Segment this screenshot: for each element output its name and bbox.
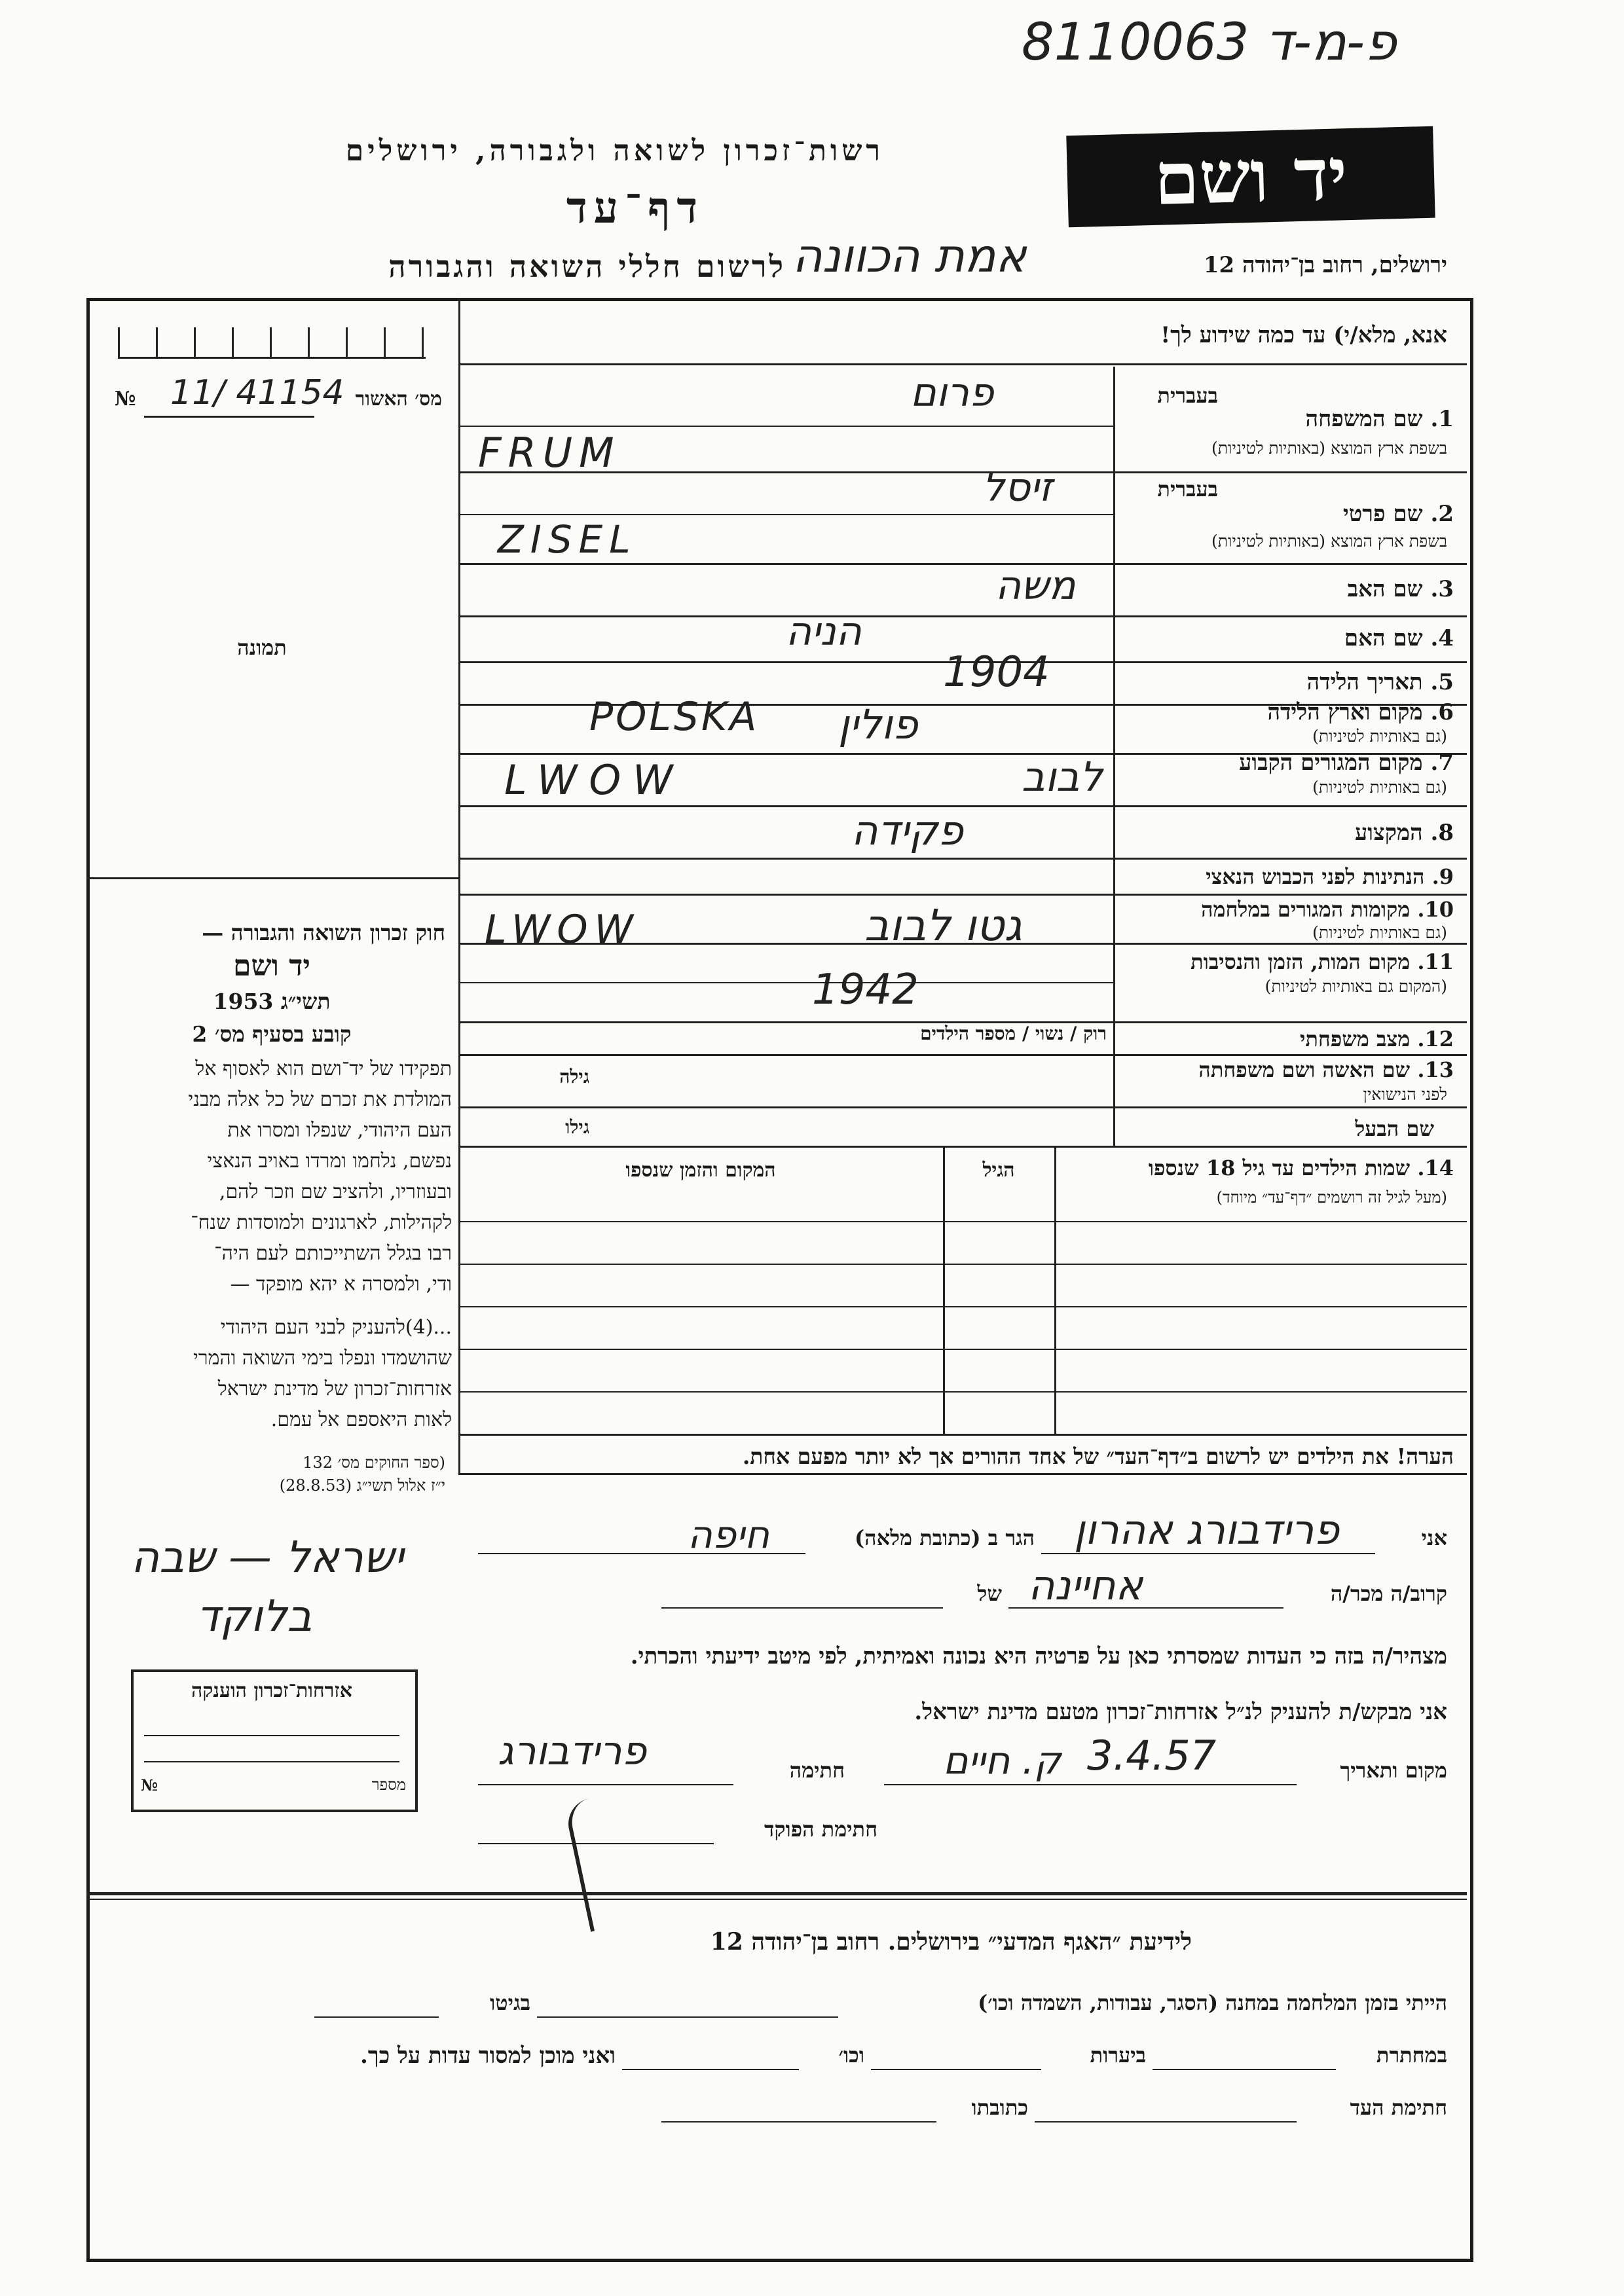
field-1-label — [1126, 406, 1454, 432]
death-place-hebrew: גטו לבוב — [864, 900, 1022, 951]
relation-label: קרוב/ה מכר/ה — [1330, 1581, 1447, 1606]
field-9-label-text: הנתינות לפני הכבוש הנאצי — [1206, 864, 1425, 889]
law-line: לאות היאספם אל עמם. — [270, 1408, 452, 1431]
footer-line — [1153, 2069, 1336, 2070]
children-label-text: שמות הילדים עד גיל 18 שנספו — [1148, 1156, 1411, 1180]
logo-text: יד ושם — [1153, 132, 1348, 221]
field-6-number: 6. — [1430, 699, 1454, 725]
law-line: תפקידו של יד־ושם הוא לאסוף אל — [195, 1057, 452, 1080]
children-col-divider — [1054, 1146, 1056, 1434]
field-4-number: 4. — [1430, 625, 1454, 651]
footer-ghetto-label: בגיטו — [490, 1990, 530, 2015]
row-rule — [458, 615, 1467, 617]
signature-line — [478, 1784, 733, 1785]
field-13-label-text: שם האשה ושם משפחתה — [1198, 1057, 1411, 1082]
profession: פקידה — [851, 807, 963, 854]
children-table-bottom — [458, 1434, 1467, 1436]
row-rule — [458, 1054, 1467, 1056]
wife-age-label: גילה — [559, 1066, 589, 1087]
birth-country-hebrew: פולין — [838, 701, 918, 748]
photo-label: תמונה — [237, 635, 287, 660]
marital-status-options: רוק / נשוי / מספר הילדים — [920, 1023, 1107, 1044]
field-1-number: 1. — [1430, 406, 1454, 432]
relation-of-line — [661, 1607, 943, 1609]
field-6-label-text: מקום וארץ הלידה — [1267, 699, 1423, 725]
field-5-number: 5. — [1430, 669, 1454, 695]
resident-label: הגר ב (כתובת מלאה) — [855, 1525, 1035, 1550]
declaration-request: אני מבקש/ת להעניק לנ״ל אזרחות־זכרון מטעם מדינת ישראל. — [914, 1699, 1447, 1725]
law-source-date: י״ז אלול תשי״ג (28.8.53) — [279, 1476, 445, 1495]
children-note: הערה! את הילדים יש לרשום ב״דף־העד״ של אחד ההורים אך לא יותר מפעם אחת. — [742, 1444, 1454, 1469]
field-7-label — [1126, 750, 1454, 776]
instruction-rule — [458, 363, 1467, 365]
footer-etc-label: וכו׳ — [838, 2043, 864, 2068]
field-11-label-text: מקום המות, הזמן והנסיבות — [1190, 949, 1411, 974]
footer-camp-label: הייתי בזמן המלחמה במחנה (הסגר, עבודות, השמדה וכו׳) — [978, 1990, 1447, 2015]
footer-address-label: כתובתו — [971, 2095, 1028, 2120]
handwritten-note: בלוקד — [196, 1591, 312, 1641]
value-sub-rule — [458, 514, 1113, 515]
signature-value: פרידבורג — [498, 1728, 647, 1774]
declarant-name: פרידבורג אהרון — [1074, 1506, 1340, 1554]
value-sub-rule — [458, 426, 1113, 427]
field-2-number: 2. — [1430, 501, 1454, 527]
footer-line — [537, 2016, 838, 2018]
field-4-label-text: שם האם — [1344, 625, 1423, 651]
date-value: 3.4.57 — [1087, 1732, 1217, 1779]
birth-country-latin: POLSKA — [589, 694, 760, 740]
form-instruction: אנא, מלא/י) עד כמה שידוע לך! — [1160, 322, 1447, 348]
footer-rule — [86, 1899, 1467, 1900]
family-name-hebrew: פרום — [910, 370, 994, 416]
first-name-hebrew: זיסל — [982, 465, 1053, 511]
photo-area-bottom — [86, 877, 458, 879]
field-11-sublabel: (המקום גם באותיות לטיניות) — [1264, 977, 1447, 996]
children-row-rule — [458, 1264, 1467, 1265]
law-line: אזרחות־זכרון של מדינת ישראל — [217, 1377, 452, 1400]
left-column-divider — [458, 298, 460, 1473]
address-line: ירושלים, רחוב בן־יהודה 12 — [1203, 252, 1447, 278]
handwritten-note: ישראל — שבה — [131, 1532, 404, 1582]
children-col-divider — [943, 1146, 945, 1434]
value-sub-rule — [458, 982, 1113, 983]
law-name: יד ושם — [233, 949, 310, 983]
field-11-number: 11. — [1417, 949, 1454, 974]
death-place-latin: LWOW — [485, 907, 640, 953]
field-3-label-text: שם האב — [1347, 576, 1423, 602]
declaration-statement: מצהיר/ה בזה כי העדות שמסרתי כאן על פרטיה היא נכונה ואמיתית, לפי מיטב ידיעתי והכרתי. — [630, 1643, 1447, 1669]
field-1-sublabel: בשפת ארץ המוצא (באותיות לטיניות) — [1211, 439, 1447, 458]
children-place-header: המקום והזמן שנספו — [625, 1159, 776, 1182]
field-4-label — [1126, 625, 1454, 651]
law-line: לקהילות, לארגונים ולמוסדות שנח־ — [191, 1211, 452, 1234]
law-year: תשי״ג 1953 — [213, 989, 331, 1014]
registration-rule — [144, 416, 314, 418]
residence-hebrew: לבוב — [1022, 753, 1103, 801]
footer-testimony-text: ואני מוכן למסור עדות על כך. — [360, 2043, 616, 2069]
citizenship-box-rule — [144, 1735, 399, 1736]
registration-no-sign: № — [115, 388, 136, 410]
field-8-label-text: המקצוע — [1354, 820, 1423, 846]
form-title: דף־עד — [566, 182, 705, 233]
address-purpose: לרשום חללי השואה והגבורה — [388, 249, 786, 284]
field-7-sublabel: (גם באותיות לטיניות) — [1312, 778, 1447, 797]
declarant-address: חיפה — [688, 1512, 769, 1557]
row-rule — [458, 1106, 1467, 1108]
place-date-line — [884, 1784, 1297, 1785]
law-line: המולדת את זכרם של כל אלה מבני — [188, 1088, 452, 1111]
field-1-hebrew-tag: בעברית — [1157, 383, 1218, 408]
law-line: ודי, ולמסרה א יהא מופקד — — [230, 1273, 452, 1296]
field-13-number: 13. — [1417, 1057, 1454, 1082]
footer-line — [314, 2016, 439, 2018]
field-1-label-text: שם המשפחה — [1305, 406, 1423, 432]
residence-latin: LWOW — [504, 756, 685, 804]
field-12-number: 12. — [1417, 1027, 1454, 1051]
row-rule — [458, 563, 1467, 565]
field-6-sublabel: (גם באותיות לטיניות) — [1312, 727, 1447, 746]
relation-of: של — [977, 1581, 1002, 1606]
field-12-label-text: מצב משפחתי — [1300, 1027, 1411, 1051]
field-10-label-text: מקומות המגורים במלחמה — [1201, 897, 1411, 922]
law-line: העם היהודי, שנפלו ומסרו את — [227, 1119, 452, 1142]
field-2-sublabel: בשפת ארץ המוצא (באותיות לטיניות) — [1211, 532, 1447, 551]
place-date-label: מקום ותאריך — [1340, 1758, 1447, 1783]
footer-underground-label: במחתרת — [1376, 2043, 1447, 2068]
citizenship-box-rule — [144, 1761, 399, 1762]
field-10-number: 10. — [1417, 897, 1454, 922]
row-rule — [458, 894, 1467, 896]
yad-vashem-logo — [1066, 126, 1435, 228]
field-13-label — [1123, 1057, 1454, 1082]
law-line: ובעוזריו, ולהציב שם וזכר להם, — [219, 1180, 452, 1203]
row-rule — [458, 858, 1467, 860]
citizenship-number-label: מספר — [371, 1776, 406, 1794]
field-5-label — [1126, 669, 1454, 695]
registration-ticks — [118, 327, 426, 359]
officer-signature-label: חתימת הפוקד — [764, 1817, 877, 1842]
children-row-rule — [458, 1391, 1467, 1393]
citizenship-box-title: אזרחות־זכרון הוענקה — [191, 1679, 353, 1702]
footer-line — [622, 2069, 799, 2070]
children-age-header: הגיל — [982, 1159, 1015, 1182]
place-value: ק. חיים — [943, 1738, 1061, 1783]
field-5-label-text: תאריך הלידה — [1306, 669, 1423, 695]
law-title: חוק זכרון השואה והגבורה — — [202, 920, 445, 945]
field-9-label — [1126, 864, 1454, 889]
law-line: ...(4)להעניק לבני העם היהודי — [220, 1316, 452, 1339]
children-row-rule — [458, 1221, 1467, 1222]
law-source: (ספר החוקים מס׳ 132 — [303, 1453, 445, 1472]
row-rule — [458, 1146, 1467, 1148]
field-2-label — [1126, 501, 1454, 527]
law-line: שהושמדו ונפלו בימי השואה והמרי — [193, 1347, 452, 1370]
birth-date: 1904 — [943, 648, 1050, 697]
archive-stamp-number: פ-מ-ד 8110063 — [1022, 13, 1397, 72]
husband-age-label: גילו — [565, 1116, 589, 1138]
children-row-rule — [458, 1306, 1467, 1307]
handwritten-insert: אמת הכוונה — [792, 229, 1027, 283]
children-row-rule — [458, 1349, 1467, 1350]
mother-name: הניה — [786, 609, 862, 655]
field-3-number: 3. — [1430, 576, 1454, 602]
father-name: משה — [995, 563, 1076, 609]
children-number: 14. — [1417, 1156, 1454, 1180]
field-2-label-text: שם פרטי — [1342, 501, 1423, 527]
citizenship-no-sign: № — [141, 1776, 158, 1795]
label-column-divider — [1113, 367, 1115, 1146]
signature-label: חתימה — [789, 1758, 845, 1783]
field-3-label — [1126, 576, 1454, 602]
footer-forest-label: ביערות — [1090, 2043, 1146, 2068]
footer-line — [871, 2069, 1041, 2070]
death-year: 1942 — [812, 966, 919, 1014]
field-7-number: 7. — [1430, 750, 1454, 776]
footer-line — [661, 2121, 936, 2123]
note-rule — [458, 1473, 1467, 1475]
footer-witness-signature-label: חתימת העד — [1350, 2095, 1447, 2120]
field-11-label — [1123, 949, 1454, 974]
registration-value: 11/ 41154 — [170, 373, 344, 412]
field-8-number: 8. — [1430, 820, 1454, 846]
children-label — [1061, 1156, 1454, 1180]
field-7-label-text: מקום המגורים הקבוע — [1239, 750, 1423, 776]
footer-line — [1035, 2121, 1297, 2123]
field-10-label — [1123, 897, 1454, 922]
field-6-label — [1126, 699, 1454, 725]
first-name-latin: ZISEL — [498, 517, 637, 562]
field-13-sublabel: לפני הנישואין — [1363, 1085, 1447, 1104]
authority-name: רשות־זכרון לשואה ולגבורה, ירושלים — [345, 134, 884, 168]
registration-label: מס׳ האשור — [355, 388, 442, 410]
field-10-sublabel: (גם באותיות לטיניות) — [1312, 923, 1447, 942]
footer-rule — [86, 1892, 1467, 1895]
field-8-label — [1126, 820, 1454, 846]
children-sublabel: (מעל לגיל זה רושמים ״דף־עד״ מיוחד) — [1216, 1188, 1447, 1207]
declaration-ani: אני — [1421, 1525, 1447, 1550]
field-2-hebrew-tag: בעברית — [1157, 477, 1218, 501]
field-12-label — [1126, 1027, 1454, 1051]
law-clause: קובע בסעיף מס׳ 2 — [192, 1021, 352, 1047]
relation-value: אחיינה — [1028, 1561, 1143, 1609]
footer-title: לידיעת ״האגף המדעי״ בירושלים. רחוב בן־יהודה 12 — [710, 1928, 1192, 1956]
family-name-latin: FRUM — [478, 429, 621, 477]
husband-label: שם הבעל — [1355, 1116, 1434, 1141]
law-line: נפשם, נלחמו ומרדו באויב הנאצי — [207, 1150, 452, 1173]
law-line: רבו בגלל השתייכותם לעם היה־ — [214, 1242, 452, 1265]
field-9-number: 9. — [1431, 864, 1454, 889]
